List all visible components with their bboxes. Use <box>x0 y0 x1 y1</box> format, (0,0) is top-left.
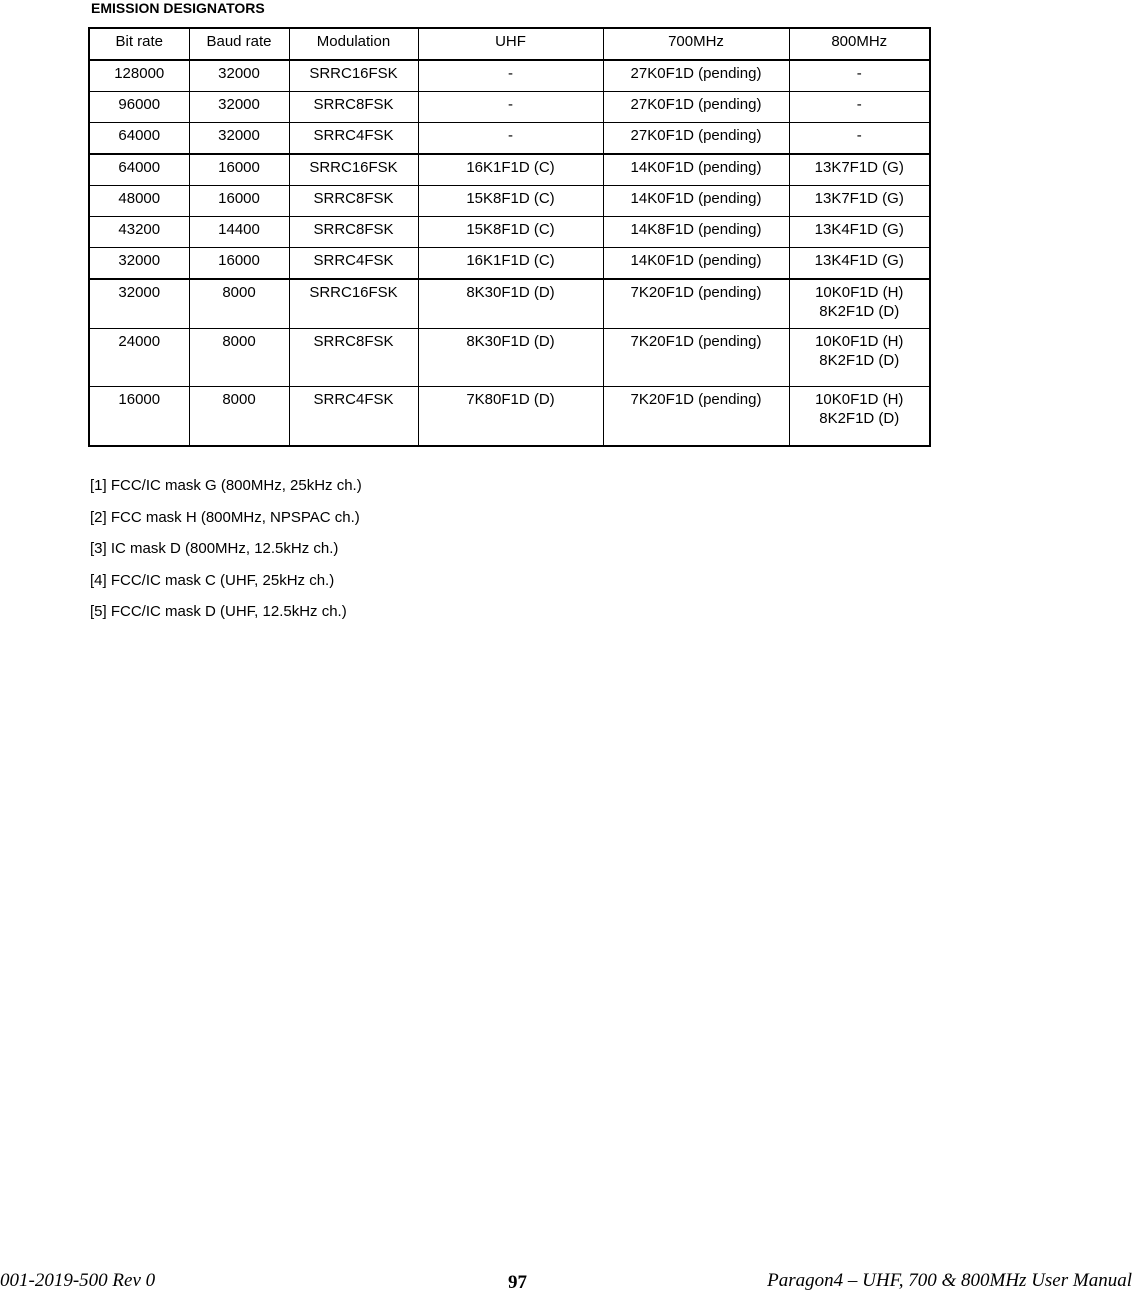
cell-700mhz: 14K8F1D (pending) <box>603 217 789 248</box>
cell-800mhz <box>789 387 930 447</box>
cell-700mhz: 27K0F1D (pending) <box>603 123 789 155</box>
cell-800mhz-line-2: 8K2F1D (D) <box>819 303 900 320</box>
cell-modulation: SRRC16FSK <box>289 279 418 329</box>
table-row <box>89 154 930 186</box>
emission-designators-table <box>88 27 931 447</box>
cell-bit-rate: 64000 <box>89 123 189 155</box>
cell-700mhz: 14K0F1D (pending) <box>603 248 789 280</box>
manual-title: Paragon4 – UHF, 700 & 800MHz User Manual <box>767 1270 1132 1291</box>
cell-baud-rate: 14400 <box>189 217 289 248</box>
cell-800mhz <box>789 279 930 329</box>
cell-baud-rate: 16000 <box>189 186 289 217</box>
cell-modulation: SRRC16FSK <box>289 154 418 186</box>
cell-700mhz: 27K0F1D (pending) <box>603 92 789 123</box>
cell-800mhz: - <box>789 60 930 92</box>
cell-uhf: 8K30F1D (D) <box>418 279 603 329</box>
cell-800mhz: - <box>789 92 930 123</box>
cell-uhf: 8K30F1D (D) <box>418 329 603 387</box>
table-row <box>89 329 930 387</box>
header-bit-rate: Bit rate <box>89 28 189 60</box>
header-uhf: UHF <box>418 28 603 60</box>
cell-modulation: SRRC8FSK <box>289 329 418 387</box>
cell-800mhz: 13K7F1D (G) <box>789 154 930 186</box>
cell-800mhz <box>789 329 930 387</box>
cell-modulation: SRRC8FSK <box>289 217 418 248</box>
cell-700mhz: 27K0F1D (pending) <box>603 60 789 92</box>
cell-800mhz: 13K7F1D (G) <box>789 186 930 217</box>
cell-uhf: 16K1F1D (C) <box>418 248 603 280</box>
cell-uhf: 15K8F1D (C) <box>418 217 603 248</box>
cell-bit-rate: 128000 <box>89 60 189 92</box>
table-row <box>89 92 930 123</box>
table-row <box>89 217 930 248</box>
cell-800mhz-line-2: 8K2F1D (D) <box>819 352 900 369</box>
cell-modulation: SRRC4FSK <box>289 387 418 447</box>
footnotes <box>90 476 362 634</box>
cell-modulation: SRRC8FSK <box>289 92 418 123</box>
table-row <box>89 387 930 447</box>
cell-bit-rate: 96000 <box>89 92 189 123</box>
footnote-4: [4] FCC/IC mask C (UHF, 25kHz ch.) <box>90 571 335 589</box>
table-header-row <box>89 28 930 60</box>
cell-800mhz-line-1: 10K0F1D (H) <box>815 391 904 408</box>
cell-bit-rate: 48000 <box>89 186 189 217</box>
table-row <box>89 186 930 217</box>
cell-700mhz: 7K20F1D (pending) <box>603 279 789 329</box>
footnote-1: [1] FCC/IC mask G (800MHz, 25kHz ch.) <box>90 477 362 494</box>
cell-uhf: 16K1F1D (C) <box>418 154 603 186</box>
cell-modulation: SRRC16FSK <box>289 60 418 92</box>
cell-800mhz-line-1: 10K0F1D (H) <box>815 333 904 350</box>
cell-700mhz: 7K20F1D (pending) <box>603 387 789 447</box>
header-modulation: Modulation <box>289 28 418 60</box>
cell-modulation: SRRC4FSK <box>289 248 418 280</box>
cell-bit-rate: 16000 <box>89 387 189 447</box>
page-number: 97 <box>508 1272 527 1293</box>
footnote-3: [3] IC mask D (800MHz, 12.5kHz ch.) <box>90 540 339 557</box>
cell-baud-rate: 32000 <box>189 123 289 155</box>
header-700mhz: 700MHz <box>603 28 789 60</box>
cell-baud-rate: 8000 <box>189 329 289 387</box>
table-row <box>89 60 930 92</box>
cell-modulation: SRRC8FSK <box>289 186 418 217</box>
document-number: 001-2019-500 Rev 0 <box>0 1270 156 1291</box>
cell-baud-rate: 8000 <box>189 279 289 329</box>
header-baud-rate: Baud rate <box>189 28 289 60</box>
cell-800mhz: 13K4F1D (G) <box>789 248 930 280</box>
cell-800mhz-line-1: 10K0F1D (H) <box>815 284 904 301</box>
page-footer <box>0 1270 1132 1296</box>
cell-modulation: SRRC4FSK <box>289 123 418 155</box>
footnote-2: [2] FCC mask H (800MHz, NPSPAC ch.) <box>90 508 360 526</box>
cell-uhf: - <box>418 123 603 155</box>
section-title: EMISSION DESIGNATORS <box>91 0 265 16</box>
cell-bit-rate: 24000 <box>89 329 189 387</box>
cell-bit-rate: 43200 <box>89 217 189 248</box>
cell-uhf: 15K8F1D (C) <box>418 186 603 217</box>
cell-uhf: - <box>418 60 603 92</box>
cell-700mhz: 14K0F1D (pending) <box>603 154 789 186</box>
cell-800mhz: 13K4F1D (G) <box>789 217 930 248</box>
cell-bit-rate: 32000 <box>89 248 189 280</box>
cell-uhf: 7K80F1D (D) <box>418 387 603 447</box>
table-row <box>89 279 930 329</box>
cell-baud-rate: 8000 <box>189 387 289 447</box>
cell-baud-rate: 16000 <box>189 248 289 280</box>
cell-800mhz: - <box>789 123 930 155</box>
table-row <box>89 248 930 280</box>
table-row <box>89 123 930 155</box>
cell-bit-rate: 64000 <box>89 154 189 186</box>
cell-700mhz: 7K20F1D (pending) <box>603 329 789 387</box>
cell-baud-rate: 32000 <box>189 92 289 123</box>
footnote-5: [5] FCC/IC mask D (UHF, 12.5kHz ch.) <box>90 603 347 620</box>
cell-baud-rate: 32000 <box>189 60 289 92</box>
cell-baud-rate: 16000 <box>189 154 289 186</box>
cell-800mhz-line-2: 8K2F1D (D) <box>819 410 900 427</box>
cell-uhf: - <box>418 92 603 123</box>
cell-bit-rate: 32000 <box>89 279 189 329</box>
header-800mhz: 800MHz <box>789 28 930 60</box>
cell-700mhz: 14K0F1D (pending) <box>603 186 789 217</box>
